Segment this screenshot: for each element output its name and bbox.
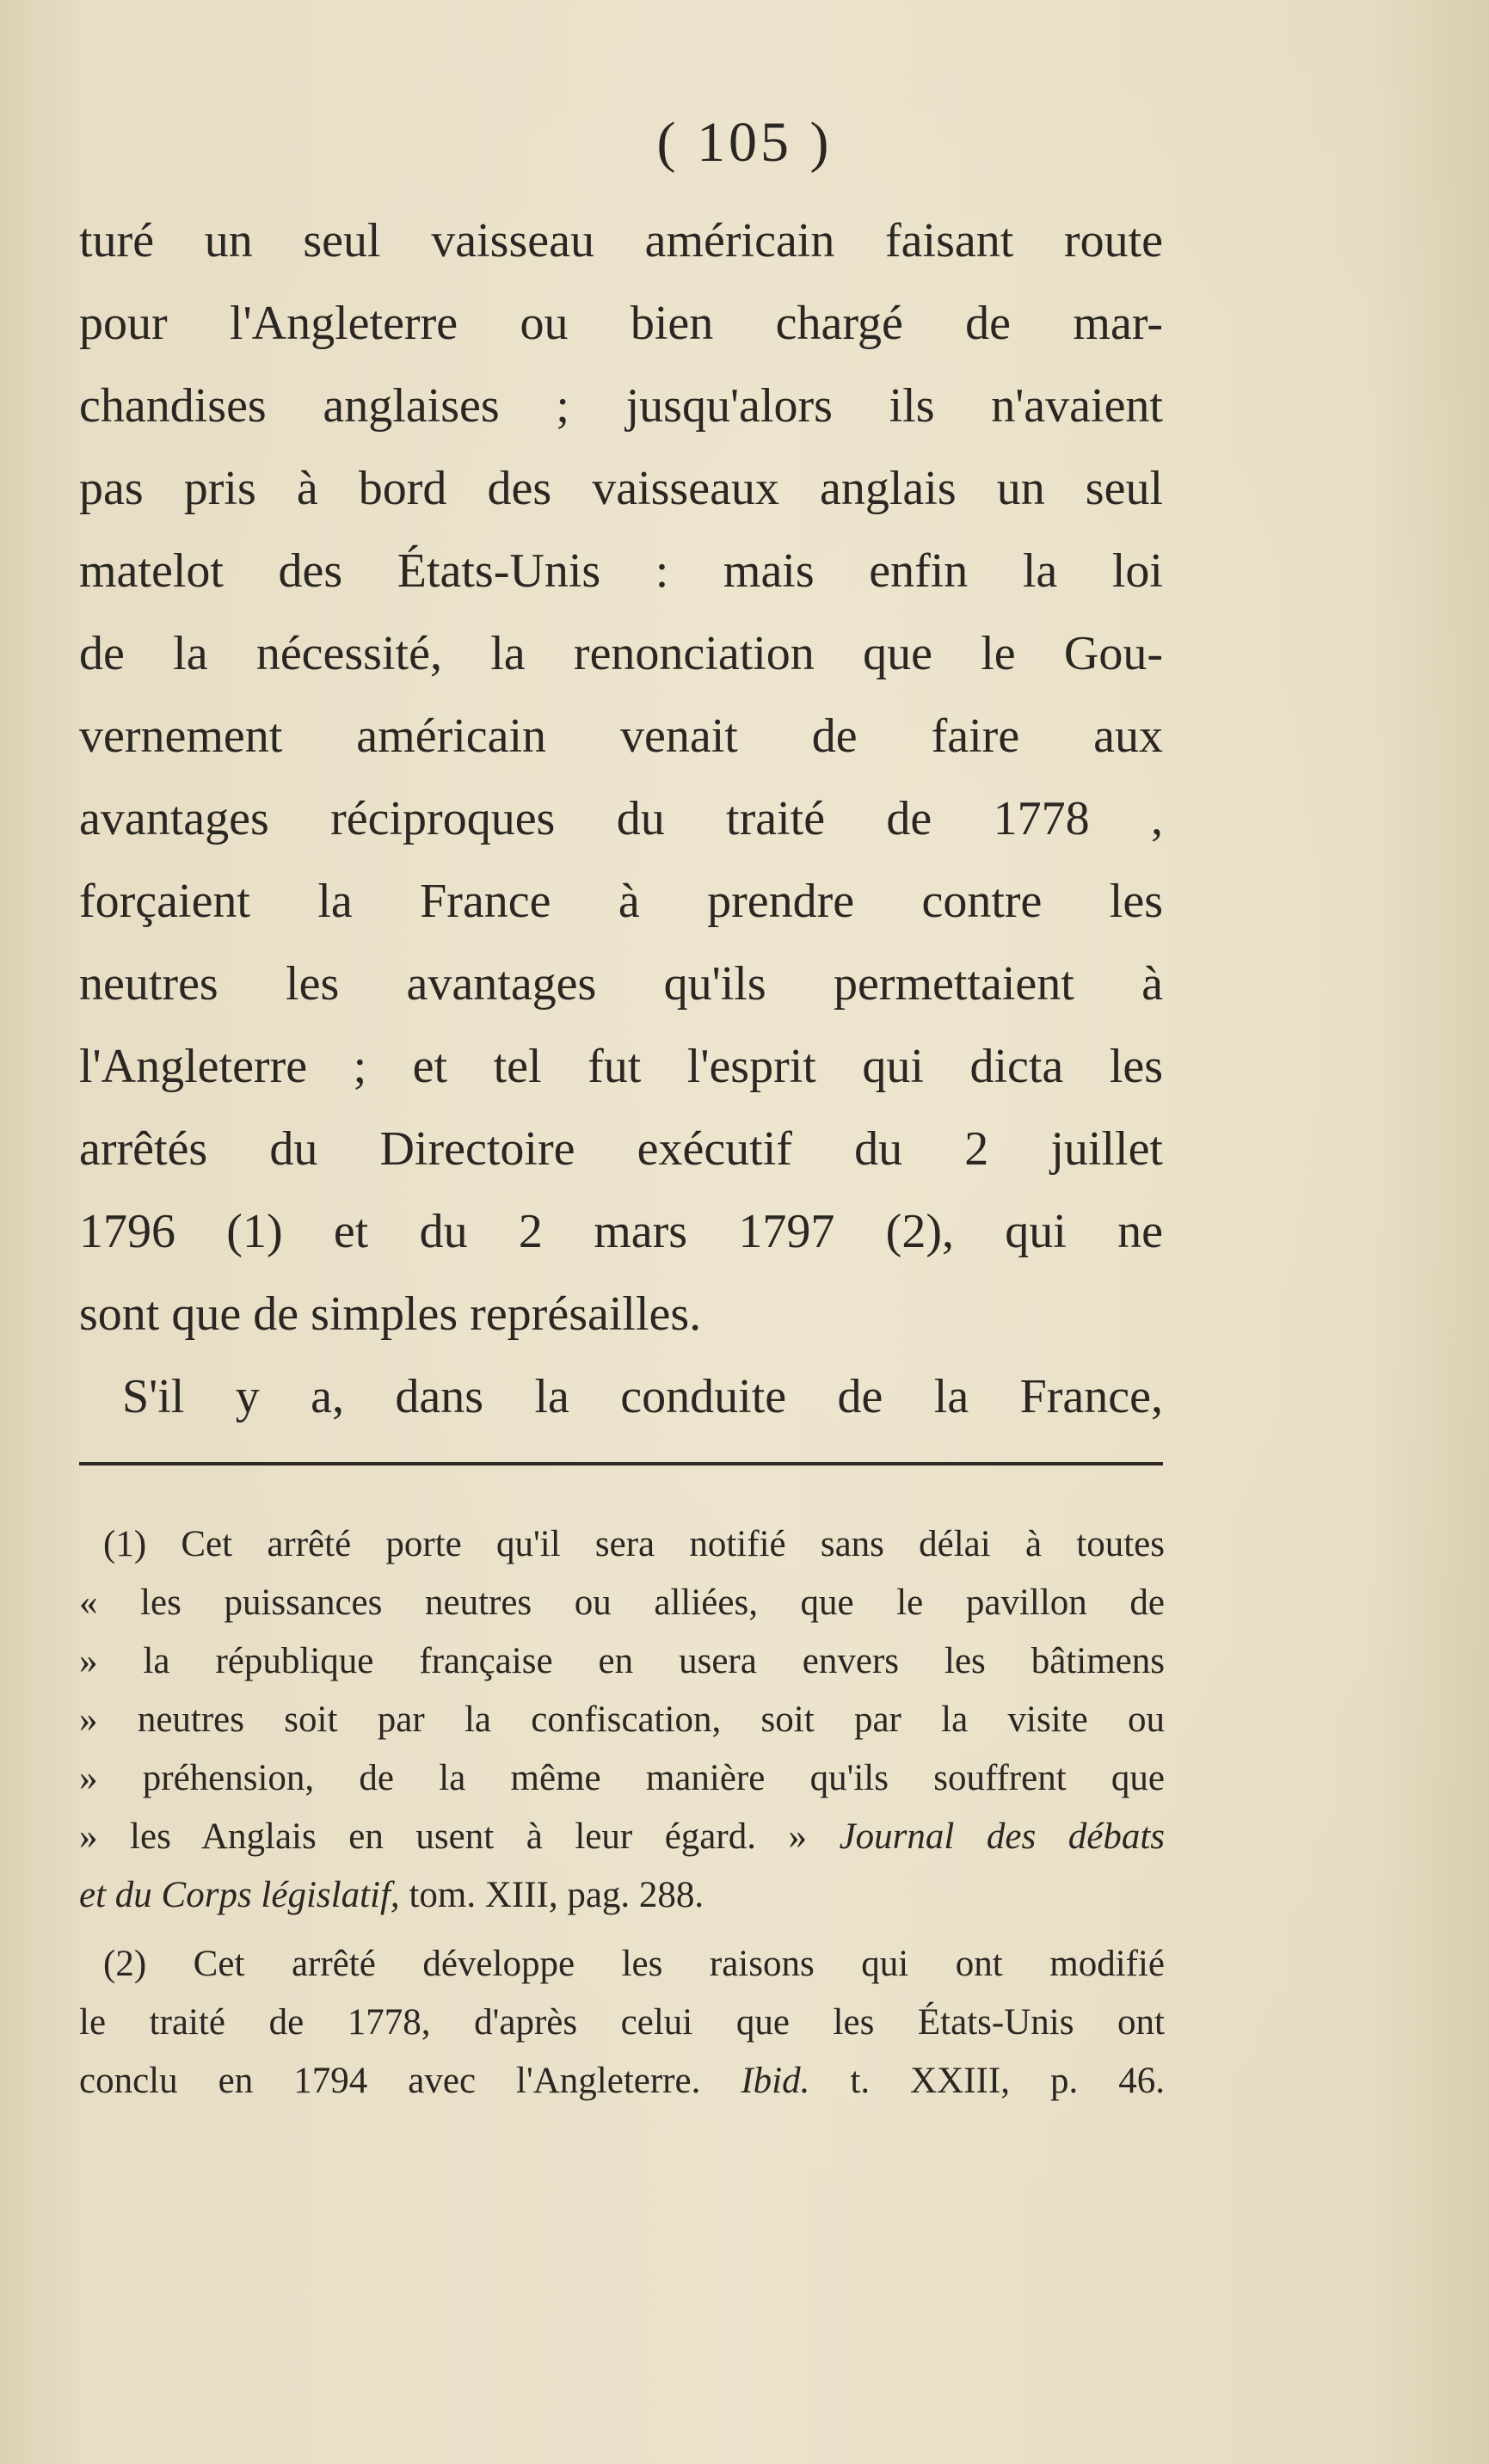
page-number: ( 105 ) [656,111,833,174]
footnote-text: » les Anglais en usent à leur égard. » [79,1816,808,1857]
journal-title-cont: et du Corps législatif, [79,1875,400,1915]
footnote-line: « les puissances neutres ou alliées, que le pavillon de [79,1582,1165,1623]
body-line: l'Angleterre ; et tel fut l'esprit qui dicta les [79,1040,1163,1093]
body-line: turé un seul vaisseau américain faisant route [79,214,1163,267]
footnote-1 [79,1515,1165,1925]
body-text [79,200,1163,1438]
body-line: S'il y a, dans la conduite de la France, [122,1370,1163,1423]
footnote-line-3 [79,2052,1165,2111]
footnote-line: » la république française en usera envers les bâtimens [79,1641,1165,1681]
body-line: neutres les avantages qu'ils permettaient à [79,957,1163,1011]
body-line: arrêtés du Directoire exécutif du 2 juillet [79,1122,1163,1176]
body-line: 1796 (1) et du 2 mars 1797 (2), qui ne [79,1205,1163,1258]
body-line: avantages réciproques du traité de 1778 , [79,792,1163,845]
footnote-rule [79,1462,1163,1465]
body-line: vernement américain venait de faire aux [79,710,1163,763]
footnote-line: (1) Cet arrêté porte qu'il sera notifié sans délai à toutes [103,1524,1165,1564]
body-line: matelot des États-Unis : mais enfin la loi [79,544,1163,598]
footnote-2 [79,1935,1165,2111]
body-line: chandises anglaises ; jusqu'alors ils n'avaient [79,379,1163,433]
footnote-line-7 [79,1866,1165,1925]
footnote-line: le traité de 1778, d'après celui que les États-Unis ont [79,2002,1165,2043]
footnote-line: » préhension, de la même manière qu'ils souffrent que [79,1758,1165,1798]
footnote-text: conclu en 1794 avec l'Angleterre. [79,2061,741,2101]
footnote-line: » neutres soit par la confiscation, soit par la visite ou [79,1699,1165,1740]
citation: tom. XIII, pag. 288. [399,1875,705,1915]
journal-title: Journal des débats [839,1816,1165,1857]
body-line: de la nécessité, la renonciation que le Gou- [79,627,1163,680]
footnotes [79,1515,1165,2121]
body-line: pour l'Angleterre ou bien chargé de mar- [79,297,1163,350]
footnote-line-6 [79,1808,1165,1866]
body-line: pas pris à bord des vaisseaux anglais un seul [79,462,1163,515]
footnote-line: (2) Cet arrêté développe les raisons qui ont modifié [103,1944,1165,1984]
citation: t. XXIII, p. 46. [809,2061,1165,2101]
ibid: Ibid. [741,2061,810,2101]
body-line: forçaient la France à prendre contre les [79,875,1163,928]
body-line: sont que de simples représailles. [79,1287,702,1341]
